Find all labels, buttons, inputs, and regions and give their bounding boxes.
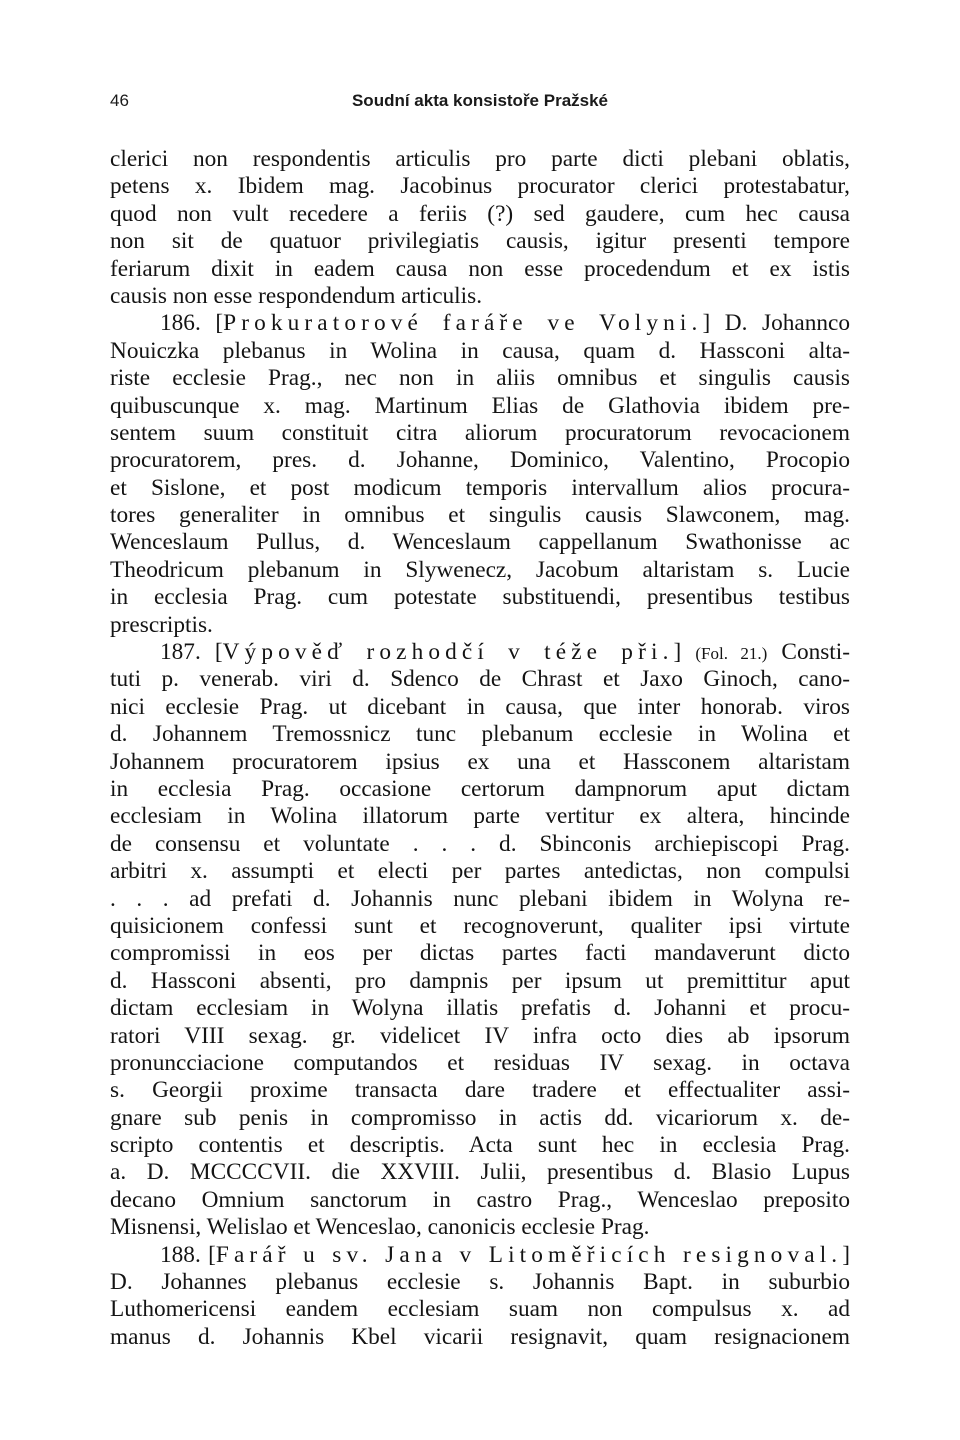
text-line: in ecclesia Prag. occasione certorum dampnorum aput dictam [110,775,850,802]
folio-reference: (Fol. 21.) [695,644,768,664]
text-line: ecclesiam in Wolina illatorum parte vertitur ex altera, hincinde [110,803,850,830]
text-line: D. Johannes plebanus ecclesie s. Johannis Bapt. in suburbio [110,1269,850,1296]
text-line: petens x. Ibidem mag. Jacobinus procurator clerici protestabatur, [110,173,850,200]
text-line: et Sislone, et post modicum temporis intervallum alios procura- [110,474,850,501]
text-line: a. D. MCCCCVII. die XXVIII. Julii, presentibus d. Blasio Lupus [110,1159,850,1186]
text-fragment: ] D. Johannco [702,310,850,337]
text-line: in ecclesia Prag. cum potestate substituendi, presentibus testibus [110,584,850,611]
text-line: arbitri x. assumpti et electi per partes antedictas, non compulsi [110,858,850,885]
entry-heading-187 [110,639,850,666]
text-line: quisicionem confessi sunt et recognoverunt, qualiter ipsi virtute [110,912,850,939]
entry-number: 187. [ [160,639,223,666]
text-line: quibuscunque x. mag. Martinum Elias de Glathovia ibidem pre- [110,392,850,419]
text-line: Wenceslaum Pullus, d. Wenceslaum cappellanum Swathonisse ac [110,529,850,556]
text-line: causis non esse respondendum articulis. [110,282,483,309]
entry-title: Prokuratorové faráře ve Volyni. [223,310,703,337]
text-line: manus d. Johannis Kbel vicarii resignavit, quam resignacionem [110,1323,850,1350]
text-line: prescriptis. [110,611,213,638]
text-line: riste ecclesie Prag., nec non in aliis omnibus et singulis causis [110,365,850,392]
text-line: Theodricum plebanum in Slywenecz, Jacobum altaristam s. Lucie [110,556,850,583]
text-fragment: ] [842,1241,851,1268]
page-number: 46 [110,91,129,110]
text-fragment: Consti- [767,639,851,666]
text-line: Johannem procuratorem ipsius ex una et Hassconem altaristam [110,748,850,775]
entry-title: Farář u sv. Jana v Litoměřicích resignoval. [215,1241,843,1268]
text-line: nici ecclesie Prag. ut dicebant in causa, que inter honorab. viros [110,693,850,720]
entry-number: 186. [ [160,310,224,337]
text-line: sentem suum constituit citra aliorum procuratorum revocacionem [110,419,850,446]
text-line: clerici non respondentis articulis pro parte dicti plebani oblatis, [110,146,850,172]
entry-heading-188 [110,1242,850,1269]
text-line: tuti p. venerab. viri d. Sdenco de Chrast et Jaxo Ginoch, cano- [110,666,850,693]
text-line: quod non vult recedere a feriis (?) sed gaudere, cum hec causa [110,200,850,227]
text-line: dictam ecclesiam in Wolyna illatis prefatis d. Johanni et procu- [110,995,850,1022]
text-line: scripto contentis et descriptis. Acta sunt hec in ecclesia Prag. [110,1132,850,1159]
text-line: . . . ad prefati d. Johannis nunc plebani ibidem in Wolyna re- [110,885,850,912]
text-line: pronuncciacione computandos et residuas IV sexag. in octava [110,1049,850,1076]
text-line: s. Georgii proxime transacta dare tradere et effectualiter assi- [110,1077,850,1104]
text-line: tores generaliter in omnibus et singulis causis Slawconem, mag. [110,502,850,529]
entry-title: Výpověď rozhodčí v téže při. [222,639,674,666]
text-line: feriarum dixit in eadem causa non esse procedendum et ex istis [110,255,850,282]
text-line: de consensu et voluntate . . . d. Sbinconis archiepiscopi Prag. [110,830,850,857]
text-line: Nouiczka plebanus in Wolina in causa, quam d. Hassconi alta- [110,337,850,364]
text-line: decano Omnium sanctorum in castro Prag., Wenceslao preposito [110,1186,850,1213]
text-line: d. Hassconi absenti, pro dampnis per ipsum ut premittitur aput [110,967,850,994]
text-line: gnare sub penis in compromisso in actis dd. vicariorum x. de- [110,1104,850,1131]
body-text [110,146,850,1351]
text-line: Misnensi, Welislao et Wenceslao, canonicis ecclesie Prag. [110,1214,650,1241]
text-line: Luthomericensi eandem ecclesiam suam non compulsus x. ad [110,1296,850,1323]
header-title: Soudní akta konsistoře Pražské [351,91,609,110]
running-head [110,91,850,115]
text-line: d. Johannem Tremossnicz tunc plebanum ecclesie in Wolina et [110,721,850,748]
text-line: compromissi in eos per dictas partes facti mandaverunt dicto [110,940,850,967]
entry-number: 188. [ [160,1241,216,1268]
entry-heading-186 [110,310,850,337]
text-line: procuratorem, pres. d. Johanne, Dominico, Valentino, Procopio [110,447,850,474]
text-line: non sit de quatuor privilegiatis causis, igitur presenti tempore [110,228,850,255]
text-fragment: ] [673,639,696,666]
text-line: ratori VIII sexag. gr. videlicet IV infra octo dies ab ipsorum [110,1022,850,1049]
